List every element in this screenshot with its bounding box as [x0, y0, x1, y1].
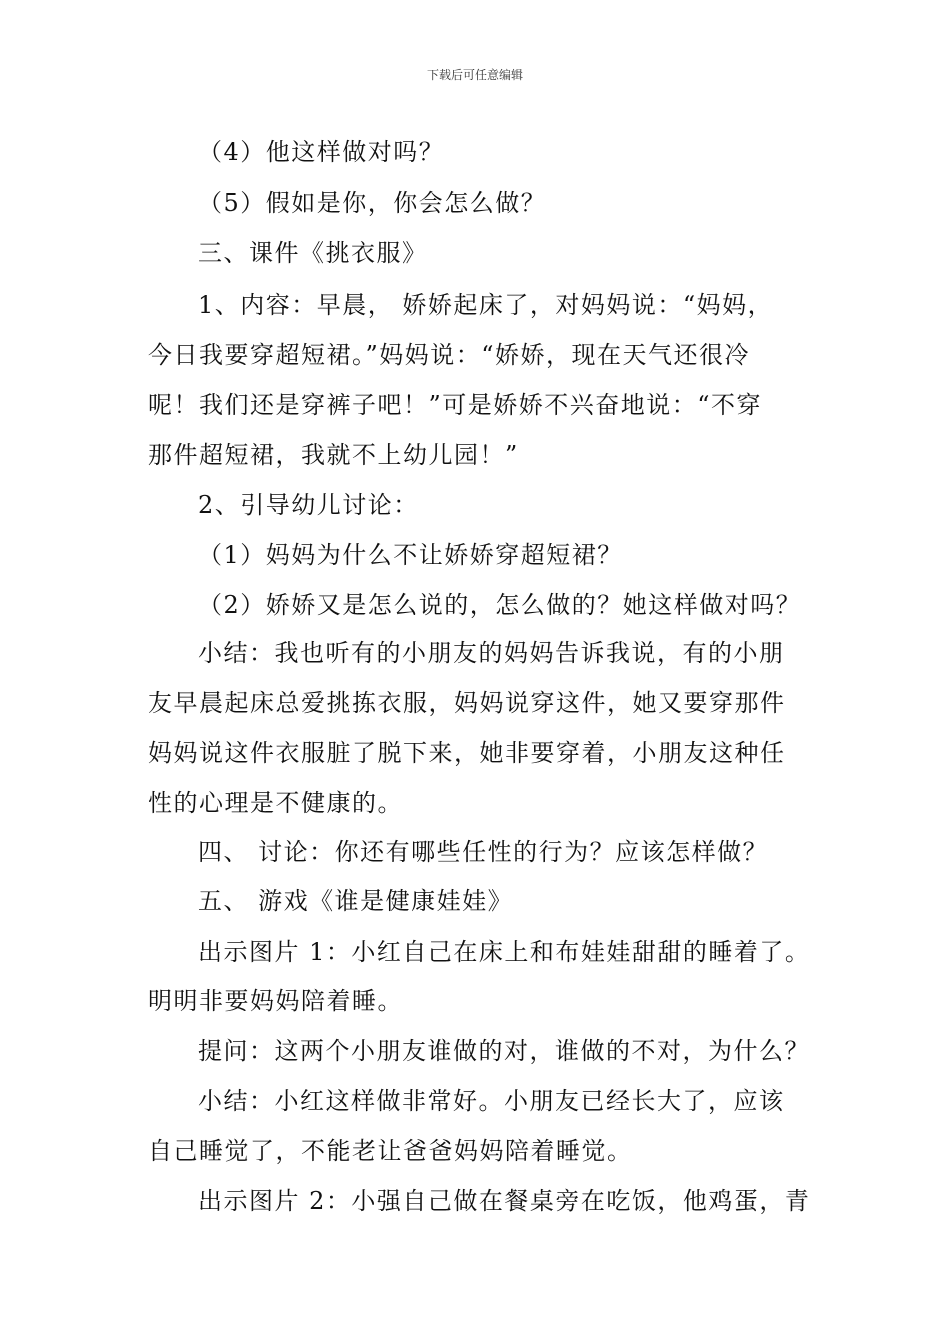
text-line: 呢！我们还是穿裤子吧！”可是娇娇不兴奋地说：“不穿: [148, 391, 763, 419]
text-line: 出示图片 1：小红自己在床上和布娃娃甜甜的睡着了。: [198, 938, 811, 966]
text-line: （1）妈妈为什么不让娇娇穿超短裙？: [198, 541, 623, 569]
text-line: 友早晨起床总爱挑拣衣服，妈妈说穿这件，她又要穿那件: [148, 689, 786, 717]
text-line: （2）娇娇又是怎么说的，怎么做的？她这样做对吗？: [198, 591, 802, 619]
text-line: 性的心理是不健康的。: [148, 789, 403, 817]
section-heading: 四、 讨论：你还有哪些任性的行为？应该怎样做？: [198, 838, 769, 866]
section-heading: 三、课件《挑衣服》: [198, 239, 428, 267]
text-line: 2、引导幼儿讨论：: [198, 491, 419, 519]
text-line: 妈妈说这件衣服脏了脱下来，她非要穿着，小朋友这种任: [148, 739, 786, 767]
text-line: 小结：小红这样做非常好。小朋友已经长大了，应该: [198, 1087, 785, 1115]
text-line: 那件超短裙，我就不上幼儿园！”: [148, 441, 519, 469]
text-line: 明明非要妈妈陪着睡。: [148, 987, 403, 1015]
text-line: （4）他这样做对吗？: [198, 138, 445, 166]
text-line: 1、内容：早晨， 娇娇起床了，对妈妈说：“妈妈，: [198, 291, 774, 319]
text-line: 自己睡觉了，不能老让爸爸妈妈陪着睡觉。: [148, 1137, 633, 1165]
text-line: 今日我要穿超短裙。”妈妈说：“娇娇，现在天气还很冷: [148, 341, 751, 369]
page-header: 下载后可任意编辑: [426, 68, 523, 82]
text-line: 小结：我也听有的小朋友的妈妈告诉我说，有的小朋: [198, 639, 785, 667]
text-line: 提问：这两个小朋友谁做的对，谁做的不对，为什么？: [198, 1037, 810, 1065]
text-line: （5）假如是你，你会怎么做？: [198, 189, 547, 217]
section-heading: 五、 游戏《谁是健康娃娃》: [198, 887, 514, 915]
text-line: 出示图片 2：小强自己做在餐桌旁在吃饭，他鸡蛋，青: [198, 1187, 811, 1215]
